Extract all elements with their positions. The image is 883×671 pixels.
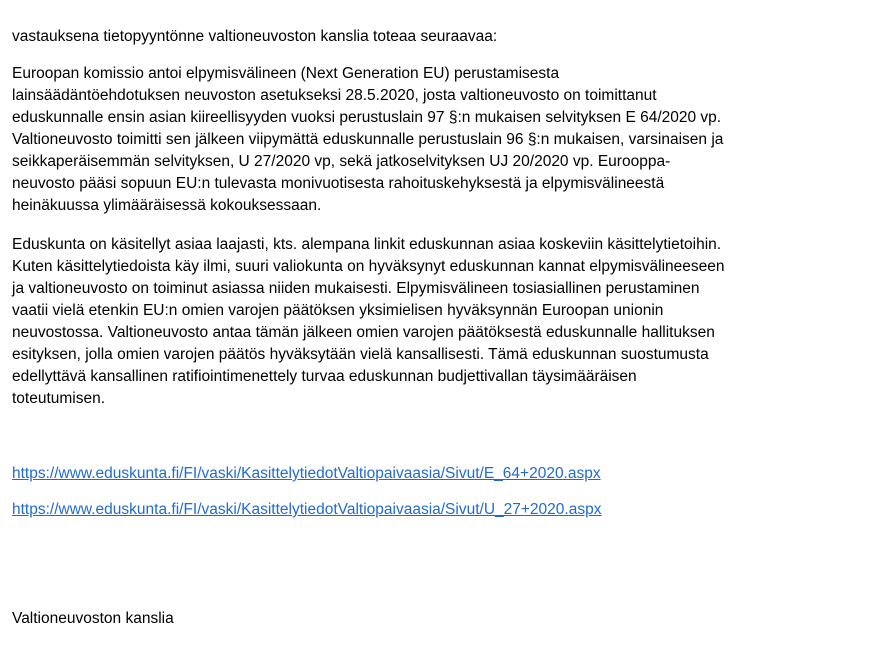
text-line: edellyttävä kansallinen ratifiointimenettely turvaa eduskunnan budjettivallan täysimääräisen [12, 368, 637, 385]
text-line: Euroopan komissio antoi elpymisvälineen (Next Generation EU) perustamisesta [12, 65, 560, 82]
text-line: seikkaperäisemmän selvityksen, U 27/2020 vp, sekä jatkoselvityksen UJ 20/2020 vp. Eurooppa- [12, 153, 671, 170]
text-line: ja valtioneuvosto on toiminut asiassa niiden mukaisesti. Elpymisvälineen tosiasiallinen perustaminen [12, 280, 700, 297]
text-line: neuvostossa. Valtioneuvosto antaa tämän jälkeen omien varojen päätöksestä eduskunnalle hallituksen [12, 324, 715, 341]
text-line: eduskunnalle ensin asian kiireellisyyden vuoksi perustuslain 97 §:n mukaisen selvityksen E 64/2020 vp. [12, 109, 722, 126]
text-line: Valtioneuvosto toimitti sen jälkeen viipymättä eduskunnalle perustuslain 96 §:n mukaisen, varsinaisen ja [12, 131, 724, 148]
text-line: heinäkuussa ylimääräisessä kokouksessaan. [12, 197, 322, 214]
text-line: esityksen, jolla omien varojen päätös hyväksytään vielä kansallisesti. Tämä eduskunnan suostumusta [12, 346, 709, 363]
link-e64-2020[interactable]: https://www.eduskunta.fi/FI/vaski/KasittelytiedotValtiopaivaasia/Sivut/E_64+2020.aspx [12, 465, 601, 482]
text-line: Eduskunta on käsitellyt asiaa laajasti, kts. alempana linkit eduskunnan asiaa koskeviin käsittelytietoihin. [12, 236, 722, 253]
text-line: neuvosto pääsi sopuun EU:n tulevasta monivuotisesta rahoituskehyksestä ja elpymisvälineestä [12, 175, 665, 192]
text-line: toteutumisen. [12, 390, 106, 407]
intro-line: vastauksena tietopyyntönne valtioneuvoston kanslia toteaa seuraavaa: [12, 28, 498, 45]
text-line: vaatii vielä etenkin EU:n omien varojen päätöksen yksimielisen hyväksynnän Euroopan unionin [12, 302, 664, 319]
paragraph-eduskunta [12, 234, 869, 410]
text-line: lainsäädäntöehdotuksen neuvoston asetukseksi 28.5.2020, josta valtioneuvosto on toimittanut [12, 87, 657, 104]
text-line: Kuten käsittelytiedoista käy ilmi, suuri valiokunta on hyväksynyt eduskunnan kannat elpymisvälineeseen [12, 258, 725, 275]
link-u27-2020[interactable]: https://www.eduskunta.fi/FI/vaski/KasittelytiedotValtiopaivaasia/Sivut/U_27+2020.aspx [12, 501, 602, 518]
links-block [12, 463, 869, 521]
paragraph-elpymisvaline [12, 63, 869, 217]
signature: Valtioneuvoston kanslia [12, 610, 174, 627]
